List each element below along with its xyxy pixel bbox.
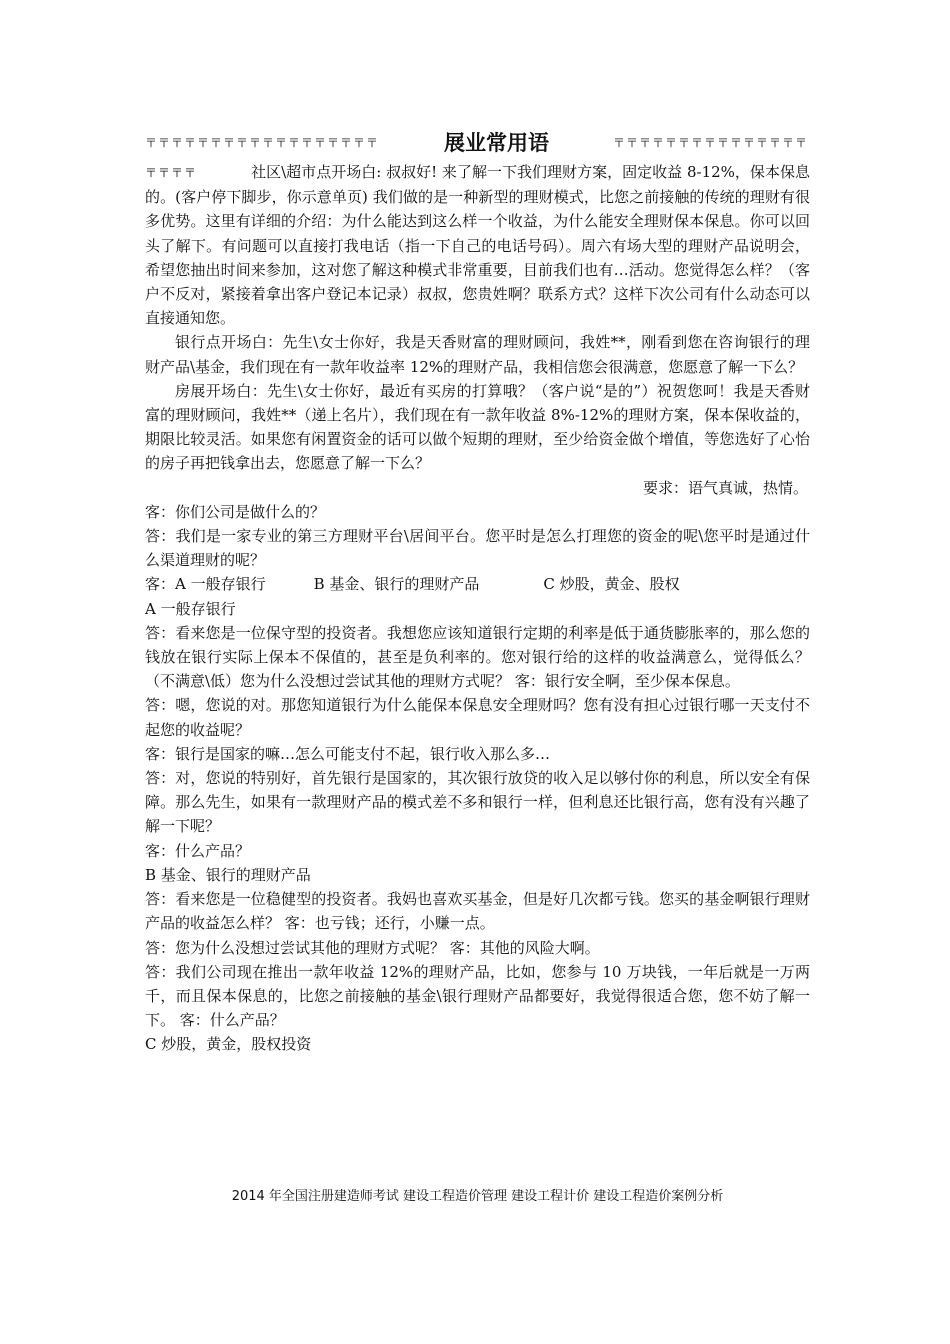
requirement-note: 要求：语气真诚，热情。 bbox=[642, 478, 808, 497]
text-community-opening: 社区\超市点开场白: 叔叔好! 来了解一下我们理财方案，固定收益 8-12%，保本保息的。(客户停下脚步，你示意单页) 我们做的是一种新型的理财模式，比您之前接触的传统的理财有很多优势。这里有详细的介绍：为什么能达到这么样一个收益，为什么能安全理财保本保息。你可以回头了解下。有问题可以直接打我电话（指一下自己的电话号码）。周六有场大型的理财产品说明会，希望您抽出时间来参加，这对您了解这种模式非常重要，目前我们也有…活动。您觉得怎么样？（客户不反对，紧接着拿出客户登记本记录）叔叔，您贵姓啊？联系方式？这样下次公司有什么动态可以直接通知您。 bbox=[145, 163, 810, 328]
paragraph-community-opening bbox=[145, 160, 810, 330]
title-row bbox=[145, 128, 810, 158]
options-prefix: 客： bbox=[145, 575, 176, 594]
dialogue-answer-6: 答：您为什么没想过尝试其他的理财方式呢？ 客：其他的风险大啊。 bbox=[145, 938, 600, 957]
option-c: C 炒股，黄金、股权 bbox=[543, 575, 680, 594]
section-heading-c: C 炒股，黄金，股权投资 bbox=[145, 1035, 312, 1054]
dialogue-question-1: 客：你们公司是做什么的？ bbox=[145, 502, 326, 521]
decorative-glyphs-left: 〒〒〒〒〒〒〒〒〒〒〒〒〒〒〒〒〒〒 bbox=[145, 135, 380, 150]
decorative-glyphs-line2: 〒〒〒〒 bbox=[145, 166, 198, 180]
dialogue-answer-7: 答：我们公司现在推出一款年收益 12%的理财产品，比如，您参与 10 万块钱，一年后就是一万两千，而且保本保息的，比您之前接触的基金\银行理财产品都要好，我觉得很适合您，您不妨了解一下。 客：什么产品？ bbox=[145, 962, 810, 1030]
dialogue-answer-4: 答：对，您说的特别好，首先银行是国家的，其次银行放贷的收入足以够付你的利息，所以安全有保障。那么先生，如果有一款理财产品的模式差不多和银行一样，但利息还比银行高，您有没有兴趣了解一下呢？ bbox=[145, 769, 810, 836]
dialogue-answer-5: 答：看来您是一位稳健型的投资者。我妈也喜欢买基金，但是好几次都亏钱。您买的基金啊银行理财产品的收益怎么样？ 客：也亏钱；还行，小赚一点。 bbox=[145, 890, 810, 933]
paragraph-bank-opening: 银行点开场白：先生\女士你好，我是天香财富的理财顾问，我姓**，刚看到您在咨询银行的理财产品\基金，我们现在有一款年收益率 12%的理财产品，我相信您会很满意，您愿意了解一下么？ bbox=[145, 333, 810, 376]
page-title: 展业常用语 bbox=[444, 130, 549, 155]
dialogue-answer-2: 答：看来您是一位保守型的投资者。我想您应该知道银行定期的利率是低于通货膨胀率的，那么您的钱放在银行实际上保本不保值的，甚至是负利率的。您对银行给的这样的收益满意么，觉得低么？（不满意\低）您为什么没想过尝试其他的理财方式呢？ 客：银行安全啊，至少保本保息。 bbox=[145, 623, 810, 691]
dialogue-question-3: 客：银行是国家的嘛…怎么可能支付不起，银行收入那么多… bbox=[145, 744, 551, 763]
document-body bbox=[145, 128, 810, 1057]
section-heading-b: B 基金、银行的理财产品 bbox=[145, 865, 311, 884]
dialogue-answer-1: 答：我们是一家专业的第三方理财平台\居间平台。您平时是怎么打理您的资金的呢\您平时是通过什么渠道理财的呢？ bbox=[145, 527, 810, 570]
dialogue-question-4: 客：什么产品？ bbox=[145, 841, 251, 860]
page-footer: 2014 年全国注册建造师考试 建设工程造价管理 建设工程计价 建设工程造价案例分析 bbox=[231, 1189, 724, 1204]
decorative-glyphs-right: 〒〒〒〒〒〒〒〒〒〒〒〒〒〒〒 bbox=[612, 135, 808, 150]
option-b: B 基金、银行的理财产品 bbox=[313, 575, 480, 594]
paragraph-housing-opening: 房展开场白：先生\女士你好，最近有买房的打算哦？（客户说“是的”）祝贺您呵！我是天香财富的理财顾问，我姓**（递上名片），我们现在有一款年收益 8%-12%的理财方案，保本保收益的，期限比较灵活。如果您有闲置资金的话可以做个短期的理财，至少给资金做个增值，等您选好了心怡的房子再把钱拿出去，您愿意了解一下么？ bbox=[145, 381, 810, 473]
section-heading-a: A 一般存银行 bbox=[145, 599, 236, 618]
option-a: A 一般存银行 bbox=[175, 575, 266, 594]
dialogue-answer-3: 答：嗯，您说的对。那您知道银行为什么能保本保息安全理财吗？您有没有担心过银行哪一天支付不起您的收益呢？ bbox=[145, 696, 810, 739]
dialogue-options bbox=[145, 572, 810, 596]
